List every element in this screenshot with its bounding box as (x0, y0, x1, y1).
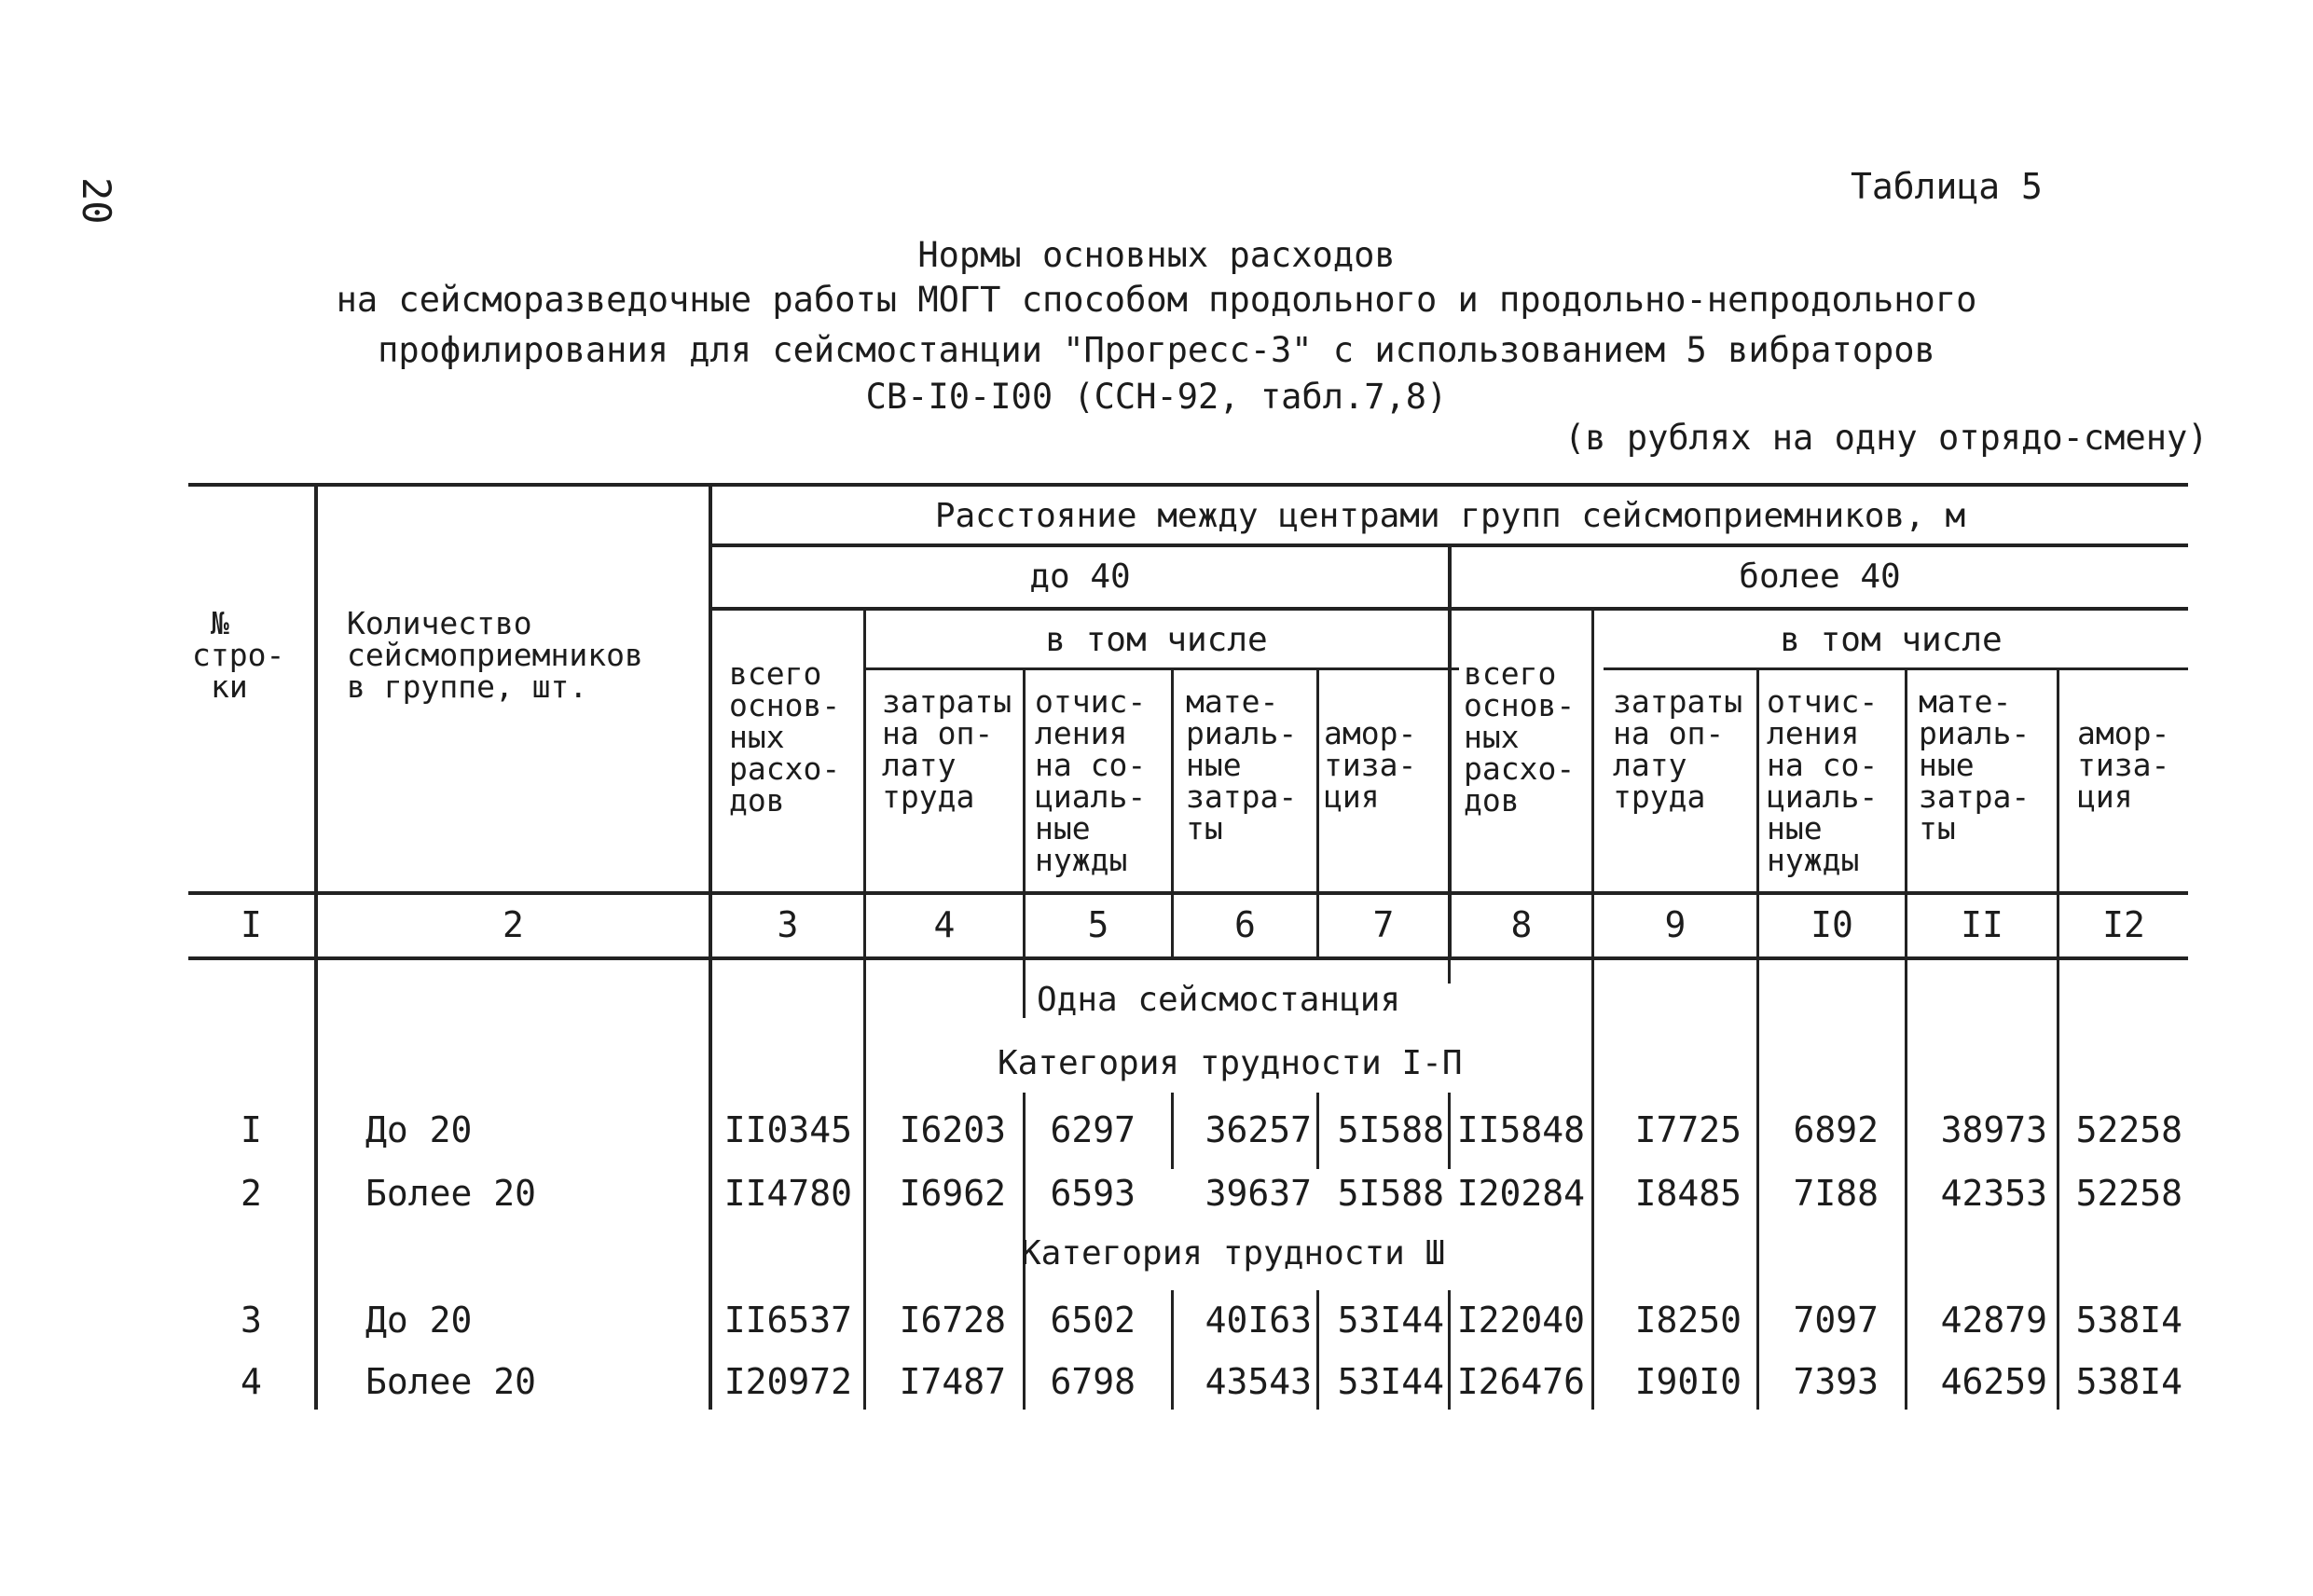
title-line-3: профилирования для сейсмостанции "Прогресс-3" с использованием 5 вибраторов (378, 330, 1935, 370)
cell-value: I90I0 (1634, 1361, 1742, 1402)
col-number: 3 (777, 904, 799, 945)
title-line-4: СВ-I0-I00 (ССН-92, табл.7,8) (865, 377, 1448, 417)
cell-value: 53I44 (1337, 1361, 1444, 1402)
cell-value: I26476 (1456, 1361, 1585, 1402)
cell-value: 42353 (1940, 1173, 2047, 1214)
col-number: I (241, 904, 262, 945)
col-number: 7 (1372, 904, 1395, 945)
header-social-a: отчис- ления на со- циаль- ные нужды (1035, 683, 1147, 878)
header-row-number: № стро- ки (192, 605, 285, 705)
cell-value: 538I4 (2075, 1300, 2182, 1341)
cell-value: 40I63 (1205, 1300, 1312, 1341)
cell-value: 6297 (1050, 1109, 1136, 1150)
col-number: 8 (1510, 904, 1533, 945)
cell-value: 52258 (2075, 1173, 2182, 1214)
cell-value: I22040 (1456, 1300, 1585, 1341)
cell-value: 36257 (1205, 1109, 1312, 1150)
cell-value: II5848 (1456, 1109, 1585, 1150)
row-number: 4 (241, 1361, 262, 1402)
cell-value: 43543 (1205, 1361, 1312, 1402)
cell-value: I8485 (1634, 1173, 1742, 1214)
cell-value: 7I88 (1793, 1173, 1879, 1214)
header-distance: Расстояние между центрами групп сейсмоприемников, м (934, 497, 1966, 535)
header-amort-b: амор- тиза- ция (2077, 715, 2170, 815)
header-quantity: Количество сейсмоприемников в группе, шт. (347, 605, 643, 705)
cell-value: II6537 (723, 1300, 852, 1341)
row-quantity: До 20 (365, 1300, 473, 1341)
cell-value: I20284 (1456, 1173, 1585, 1214)
cell-value: I6203 (899, 1109, 1006, 1150)
header-material-b: мате- риаль- ные затра- ты (1919, 683, 2031, 846)
cell-value: I7725 (1634, 1109, 1742, 1150)
cell-value: 5I588 (1337, 1109, 1444, 1150)
cell-value: I8250 (1634, 1300, 1742, 1341)
cell-value: 39637 (1205, 1173, 1312, 1214)
col-number: I0 (1810, 904, 1853, 945)
category-label-1: Категория трудности I-П (998, 1044, 1463, 1082)
header-including-a: в том числе (1045, 621, 1268, 659)
cell-value: 53I44 (1337, 1300, 1444, 1341)
col-number: I2 (2102, 904, 2145, 945)
cell-value: 6593 (1050, 1173, 1136, 1214)
header-pay-b: затраты на оп- лату труда (1613, 683, 1743, 815)
col-number: 6 (1234, 904, 1256, 945)
col-number: 2 (503, 904, 524, 945)
col-number: II (1961, 904, 2003, 945)
header-total-a: всего основ- ных расхо- дов (729, 655, 841, 819)
row-quantity: Более 20 (365, 1361, 537, 1402)
header-total-b: всего основ- ных расхо- дов (1464, 655, 1576, 819)
header-group-over-40: более 40 (1739, 557, 1901, 596)
cell-value: I7487 (899, 1361, 1006, 1402)
cell-value: II4780 (723, 1173, 852, 1214)
cell-value: 52258 (2075, 1109, 2182, 1150)
title-line-2: на сейсморазведочные работы МОГТ способом продольного и продольно-непродольного (336, 280, 1977, 320)
cell-value: 6798 (1050, 1361, 1136, 1402)
header-group-up-to-40: до 40 (1029, 557, 1131, 596)
page-number: 20 (74, 177, 119, 225)
units-note: (в рублях на одну отрядо-смену) (1564, 418, 2209, 458)
table-label: Таблица 5 (1851, 166, 2043, 207)
cell-value: 38973 (1940, 1109, 2047, 1150)
cell-value: II0345 (723, 1109, 852, 1150)
cell-value: 42879 (1940, 1300, 2047, 1341)
header-amort-a: амор- тиза- ция (1324, 715, 1417, 815)
cell-value: I6728 (899, 1300, 1006, 1341)
cell-value: 7097 (1793, 1300, 1879, 1341)
cell-value: 6502 (1050, 1300, 1136, 1341)
cell-value: I6962 (899, 1173, 1006, 1214)
cell-value: 5I588 (1337, 1173, 1444, 1214)
header-including-b: в том числе (1780, 621, 2003, 659)
row-number: 2 (241, 1173, 262, 1214)
col-number: 4 (933, 904, 956, 945)
cell-value: I20972 (723, 1361, 852, 1402)
row-number: 3 (241, 1300, 262, 1341)
row-number: I (241, 1109, 262, 1150)
section-label: Одна сейсмостанция (1037, 981, 1401, 1019)
header-social-b: отчис- ления на со- циаль- ные нужды (1767, 683, 1879, 878)
col-number: 5 (1087, 904, 1109, 945)
header-pay-a: затраты на оп- лату труда (882, 683, 1012, 815)
cell-value: 538I4 (2075, 1361, 2182, 1402)
header-material-a: мате- риаль- ные затра- ты (1186, 683, 1298, 846)
cell-value: 7393 (1793, 1361, 1879, 1402)
row-quantity: Более 20 (365, 1173, 537, 1214)
col-number: 9 (1664, 904, 1687, 945)
row-quantity: До 20 (365, 1109, 473, 1150)
cell-value: 46259 (1940, 1361, 2047, 1402)
cell-value: 6892 (1793, 1109, 1879, 1150)
title-line-1: Нормы основных расходов (917, 235, 1396, 275)
category-label-2: Категория трудности Ш (1021, 1234, 1446, 1273)
